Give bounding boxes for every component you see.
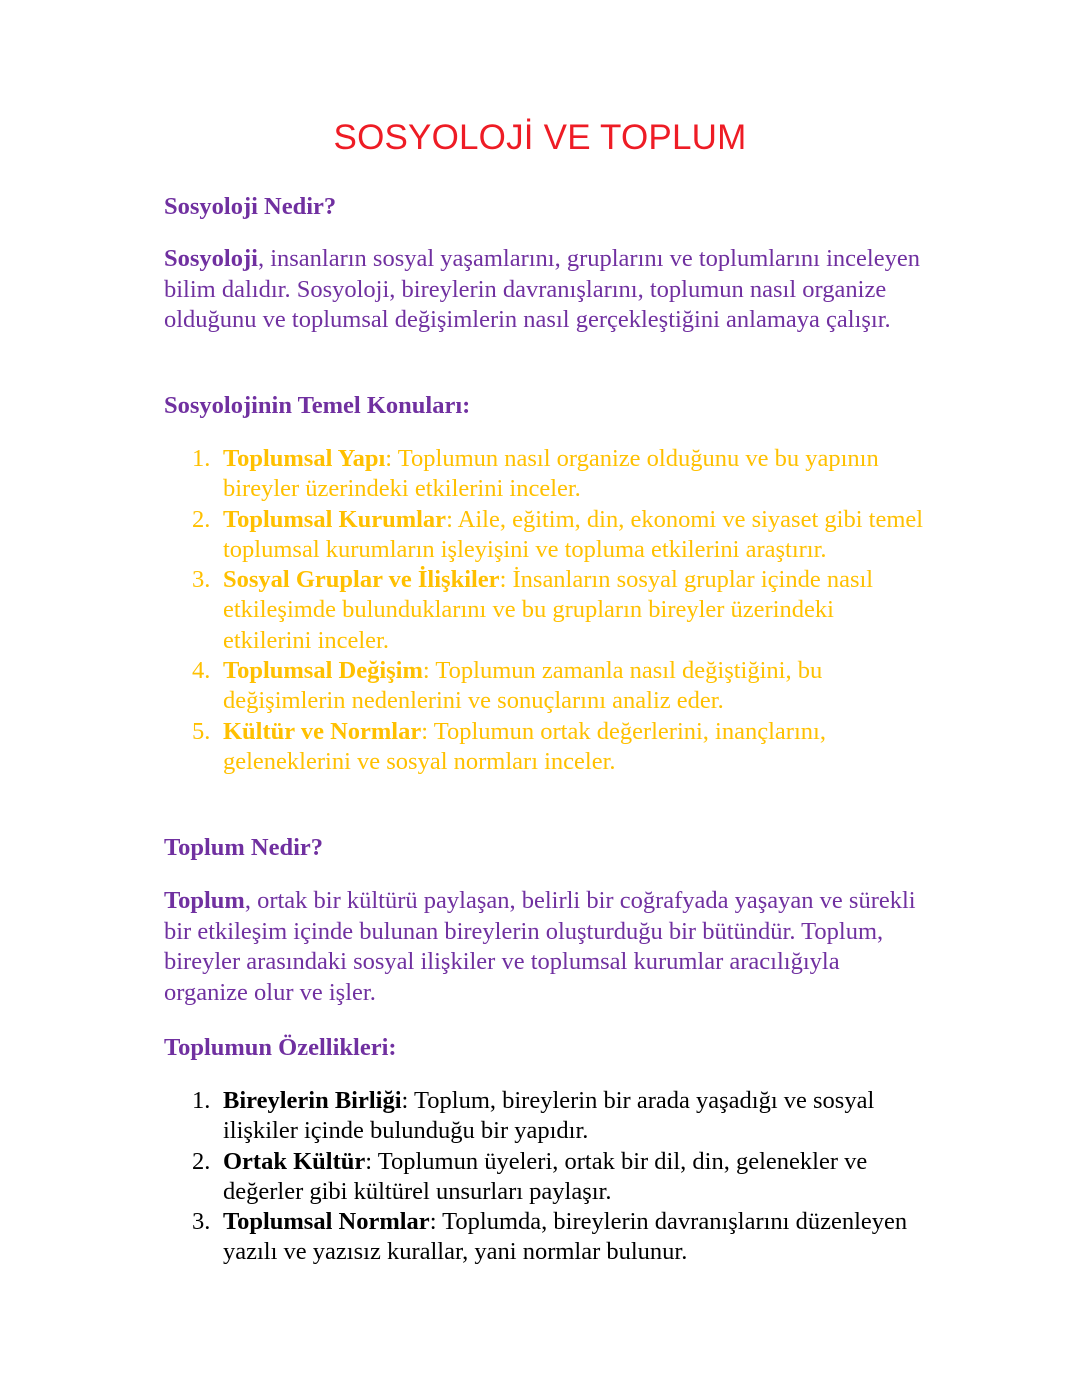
list-text: : Aile, eğitim, din, ekonomi ve siyaset gibi temel toplumsal kurumların işleyişini ve topluma etkilerini araştırır.: [223, 505, 924, 563]
list-number: 2.: [192, 1147, 211, 1175]
list-item: [164, 565, 924, 656]
list-number: 3.: [192, 1208, 211, 1236]
list-item: [164, 656, 924, 717]
term-sosyoloji: Sosyoloji: [164, 245, 258, 272]
list-term: Toplumsal Normlar: [223, 1208, 430, 1236]
section-heading-sosyoloji-nedir: Sosyoloji Nedir?: [164, 193, 337, 220]
list-term: Toplumsal Kurumlar: [223, 505, 447, 533]
term-toplum: Toplum: [164, 887, 245, 914]
list-text: : İnsanların sosyal gruplar içinde nasıl etkileşimde bulunduklarını ve bu grupların bireyler üzerindeki etkilerini inceler.: [223, 566, 874, 654]
list-toplumun-ozellikleri: [164, 1086, 924, 1268]
paragraph-sosyoloji-definition: [164, 244, 924, 336]
list-text: : Toplumun üyeleri, ortak bir dil, din, gelenekler ve değerler gibi kültürel unsurları paylaşır.: [223, 1147, 868, 1205]
list-number: 5.: [192, 717, 211, 745]
list-text: : Toplum, bireylerin bir arada yaşadığı ve sosyal ilişkiler içinde bulunduğu bir yapıdır.: [223, 1087, 875, 1145]
list-term: Kültür ve Normlar: [223, 717, 422, 745]
list-number: 2.: [192, 505, 211, 533]
list-temel-konular: [164, 444, 924, 777]
list-item: [164, 1207, 924, 1268]
list-item: [164, 1086, 924, 1147]
list-text: : Toplumun zamanla nasıl değiştiğini, bu değişimlerin nedenlerini ve sonuçlarını analiz eder.: [223, 657, 823, 715]
list-number: 1.: [192, 445, 211, 472]
list-item: [164, 505, 924, 566]
list-term: Ortak Kültür: [223, 1147, 366, 1175]
definition-text: , ortak bir kültürü paylaşan, belirli bir coğrafyada yaşayan ve sürekli bir etkileşim içinde bulunan bireylerin oluşturduğu bir bütündür. Toplum, bireyler arasındaki sosyal ilişkiler ve toplumsal kurumlar aracılığıyla organize olur ve işler.: [164, 887, 916, 1006]
list-item: [164, 717, 924, 778]
list-number: 1.: [192, 1087, 211, 1114]
list-term: Sosyal Gruplar ve İlişkiler: [223, 566, 500, 594]
list-term: Toplumsal Yapı: [223, 445, 386, 472]
section-heading-toplum-nedir: Toplum Nedir?: [164, 834, 324, 861]
list-text: : Toplumun nasıl organize olduğunu ve bu yapının bireyler üzerindeki etkilerini inceler.: [223, 445, 879, 503]
list-number: 4.: [192, 657, 211, 685]
paragraph-toplum-definition: [164, 886, 924, 1008]
list-text: : Toplumun ortak değerlerini, inançlarını, geleneklerini ve sosyal normları inceler.: [223, 717, 826, 775]
list-term: Bireylerin Birliği: [223, 1087, 402, 1114]
definition-text: , insanların sosyal yaşamlarını, gruplarını ve toplumlarını inceleyen bilim dalıdır. Sosyoloji, bireylerin davranışlarını, toplumun nasıl organize olduğunu ve toplumsal değişimlerin nasıl gerçekleştiğini anlamaya çalışır.: [164, 245, 920, 333]
document-title: SOSYOLOJİ VE TOPLUM: [333, 118, 747, 157]
section-heading-temel-konular: Sosyolojinin Temel Konuları:: [164, 392, 471, 419]
list-term: Toplumsal Değişim: [223, 657, 423, 685]
list-item: [164, 1147, 924, 1208]
list-number: 3.: [192, 566, 211, 594]
list-item: [164, 444, 924, 505]
section-heading-toplumun-ozellikleri: Toplumun Özellikleri:: [164, 1034, 397, 1061]
list-text: : Toplumda, bireylerin davranışlarını düzenleyen yazılı ve yazısız kurallar, yani normlar bulunur.: [223, 1208, 908, 1266]
